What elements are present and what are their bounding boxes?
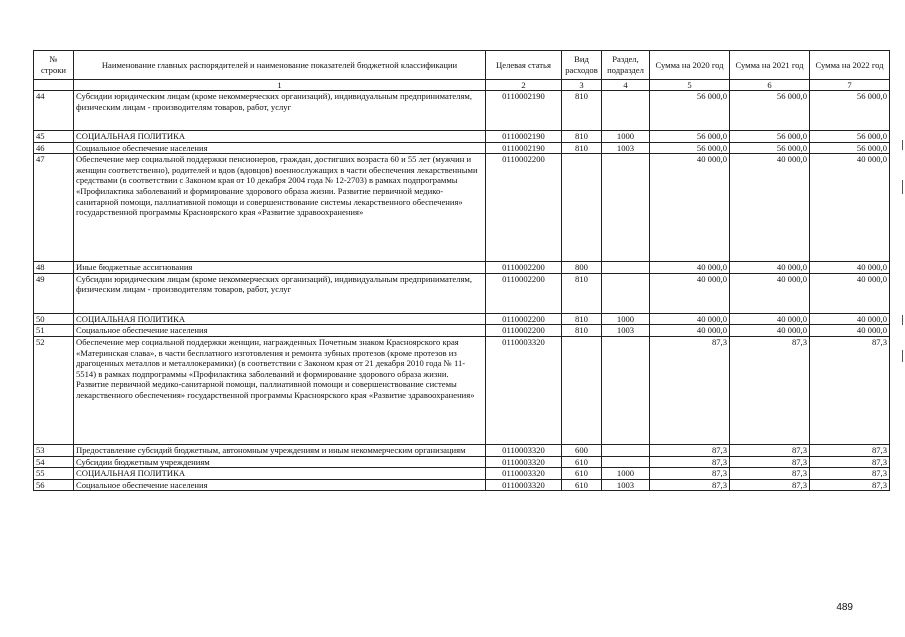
row-sum-2020: 56 000,0 — [650, 91, 730, 131]
row-section: 1003 — [602, 325, 650, 337]
row-target-article: 0110002200 — [486, 262, 562, 274]
table-row — [34, 131, 890, 143]
row-name: Предоставление субсидий бюджетным, автономным учреждениям и иным некоммерческим организациям — [74, 444, 486, 456]
column-number: 1 — [74, 80, 486, 91]
row-number: 46 — [34, 142, 74, 154]
row-name: Социальное обеспечение населения — [74, 142, 486, 154]
row-target-article: 0110003320 — [486, 336, 562, 444]
row-sum-2022: 56 000,0 — [810, 91, 890, 131]
row-section — [602, 262, 650, 274]
row-sum-2021: 87,3 — [730, 336, 810, 444]
row-sum-2022: 40 000,0 — [810, 273, 890, 313]
row-target-article: 0110002190 — [486, 131, 562, 143]
header-sum-2022: Сумма на 2022 год — [810, 51, 890, 80]
row-sum-2022: 87,3 — [810, 336, 890, 444]
row-expense-type: 600 — [562, 444, 602, 456]
row-target-article: 0110002190 — [486, 91, 562, 131]
row-expense-type: 810 — [562, 142, 602, 154]
row-name: Социальное обеспечение населения — [74, 325, 486, 337]
row-sum-2020: 56 000,0 — [650, 131, 730, 143]
row-expense-type — [562, 336, 602, 444]
row-number: 55 — [34, 468, 74, 480]
row-sum-2021: 56 000,0 — [730, 142, 810, 154]
scan-margin-mark — [902, 315, 903, 325]
row-target-article: 0110002200 — [486, 154, 562, 262]
row-target-article: 0110002200 — [486, 325, 562, 337]
header-sum-2020: Сумма на 2020 год — [650, 51, 730, 80]
row-expense-type: 810 — [562, 325, 602, 337]
row-number: 44 — [34, 91, 74, 131]
row-sum-2021: 87,3 — [730, 479, 810, 491]
row-target-article: 0110002190 — [486, 142, 562, 154]
page-number: 489 — [836, 602, 853, 613]
column-number: 5 — [650, 80, 730, 91]
column-number: 3 — [562, 80, 602, 91]
row-sum-2021: 87,3 — [730, 456, 810, 468]
row-sum-2020: 40 000,0 — [650, 313, 730, 325]
row-name: Обеспечение мер социальной поддержки пенсионеров, граждан, достигших возраста 60 и 55 лет (мужчин и женщин соответственно), родителей и вдов (вдовцов) военнослужащих в части обеспечения лекарственными средствами (в соответствии с Законом края от 10 декабря 2004 года № 12-2703) в рамках подпрограммы «Профилактика заболеваний и формирование здорового образа жизни. Развитие первичной медико-санитарной помощи, паллиативной помощи и совершенствование системы лекарственного обеспечения» государственной программы Красноярского края «Развитие здравоохранения» — [74, 154, 486, 262]
row-sum-2020: 56 000,0 — [650, 142, 730, 154]
header-target-article: Целевая статья — [486, 51, 562, 80]
row-sum-2021: 56 000,0 — [730, 91, 810, 131]
row-name: СОЦИАЛЬНАЯ ПОЛИТИКА — [74, 131, 486, 143]
row-sum-2020: 87,3 — [650, 336, 730, 444]
row-expense-type: 810 — [562, 273, 602, 313]
row-name: Субсидии бюджетным учреждениям — [74, 456, 486, 468]
table-row — [34, 91, 890, 131]
row-sum-2022: 56 000,0 — [810, 131, 890, 143]
row-number: 48 — [34, 262, 74, 274]
row-section — [602, 336, 650, 444]
row-name: Субсидии юридическим лицам (кроме некоммерческих организаций), индивидуальным предпринимателям, физическим лицам - производителям товаров, работ, услуг — [74, 273, 486, 313]
row-section — [602, 91, 650, 131]
table-row — [34, 444, 890, 456]
row-name: Иные бюджетные ассигнования — [74, 262, 486, 274]
row-section: 1000 — [602, 468, 650, 480]
row-expense-type: 610 — [562, 456, 602, 468]
row-name: СОЦИАЛЬНАЯ ПОЛИТИКА — [74, 468, 486, 480]
row-sum-2022: 40 000,0 — [810, 325, 890, 337]
row-expense-type: 810 — [562, 91, 602, 131]
row-sum-2021: 40 000,0 — [730, 313, 810, 325]
row-number: 52 — [34, 336, 74, 444]
row-sum-2021: 87,3 — [730, 444, 810, 456]
row-section — [602, 273, 650, 313]
row-section — [602, 444, 650, 456]
header-row — [34, 51, 890, 80]
row-sum-2021: 40 000,0 — [730, 273, 810, 313]
row-sum-2021: 40 000,0 — [730, 154, 810, 262]
row-target-article: 0110003320 — [486, 444, 562, 456]
column-number: 7 — [810, 80, 890, 91]
column-number: 2 — [486, 80, 562, 91]
row-section: 1000 — [602, 313, 650, 325]
row-name: Субсидии юридическим лицам (кроме некоммерческих организаций), индивидуальным предпринимателям, физическим лицам - производителям товаров, работ, услуг — [74, 91, 486, 131]
row-sum-2022: 87,3 — [810, 468, 890, 480]
row-sum-2021: 87,3 — [730, 468, 810, 480]
table-row — [34, 154, 890, 262]
row-number: 51 — [34, 325, 74, 337]
row-sum-2020: 40 000,0 — [650, 273, 730, 313]
table-row — [34, 325, 890, 337]
row-target-article: 0110003320 — [486, 456, 562, 468]
header-sum-2021: Сумма на 2021 год — [730, 51, 810, 80]
row-sum-2021: 40 000,0 — [730, 262, 810, 274]
row-sum-2020: 40 000,0 — [650, 154, 730, 262]
row-expense-type: 810 — [562, 313, 602, 325]
scan-margin-mark — [902, 180, 903, 194]
row-expense-type: 610 — [562, 479, 602, 491]
budget-table — [33, 50, 890, 491]
row-sum-2022: 40 000,0 — [810, 262, 890, 274]
column-number-row — [34, 80, 890, 91]
row-target-article: 0110003320 — [486, 479, 562, 491]
row-sum-2022: 87,3 — [810, 479, 890, 491]
table-row — [34, 456, 890, 468]
row-expense-type — [562, 154, 602, 262]
row-sum-2020: 87,3 — [650, 468, 730, 480]
row-number: 50 — [34, 313, 74, 325]
scan-margin-mark — [902, 140, 903, 150]
row-sum-2020: 87,3 — [650, 444, 730, 456]
row-section: 1003 — [602, 142, 650, 154]
row-target-article: 0110002200 — [486, 313, 562, 325]
row-name: Социальное обеспечение населения — [74, 479, 486, 491]
row-name: Обеспечение мер социальной поддержки женщин, награжденных Почетным знаком Красноярского края «Материнская слава», в части бесплатного изготовления и ремонта зубных протезов (кроме протезов из драгоценных металлов и металлокерамики) (в соответствии с Законом края от 21 декабря 2010 года № 11-5514) в рамках подпрограммы «Профилактика заболеваний и формирование здорового образа жизни. Развитие первичной медико-санитарной помощи, паллиативной помощи и совершенствование системы лекарственного обеспечения» государственной программы Красноярского края «Развитие здравоохранения» — [74, 336, 486, 444]
row-section: 1000 — [602, 131, 650, 143]
column-number: 6 — [730, 80, 810, 91]
budget-page — [33, 50, 889, 491]
table-row — [34, 468, 890, 480]
row-number: 53 — [34, 444, 74, 456]
row-sum-2020: 40 000,0 — [650, 325, 730, 337]
column-number: 4 — [602, 80, 650, 91]
row-expense-type: 610 — [562, 468, 602, 480]
row-name: СОЦИАЛЬНАЯ ПОЛИТИКА — [74, 313, 486, 325]
row-sum-2021: 40 000,0 — [730, 325, 810, 337]
row-sum-2020: 40 000,0 — [650, 262, 730, 274]
row-number: 49 — [34, 273, 74, 313]
header-expense-type: Вид расходов — [562, 51, 602, 80]
row-sum-2020: 87,3 — [650, 456, 730, 468]
table-row — [34, 273, 890, 313]
column-number-blank — [34, 80, 74, 91]
row-sum-2021: 56 000,0 — [730, 131, 810, 143]
row-target-article: 0110003320 — [486, 468, 562, 480]
table-row — [34, 142, 890, 154]
row-section: 1003 — [602, 479, 650, 491]
row-target-article: 0110002200 — [486, 273, 562, 313]
row-sum-2020: 87,3 — [650, 479, 730, 491]
table-row — [34, 336, 890, 444]
row-number: 54 — [34, 456, 74, 468]
row-expense-type: 800 — [562, 262, 602, 274]
row-number: 56 — [34, 479, 74, 491]
table-row — [34, 479, 890, 491]
scan-margin-mark — [902, 350, 903, 362]
row-sum-2022: 40 000,0 — [810, 154, 890, 262]
table-row — [34, 313, 890, 325]
header-name: Наименование главных распорядителей и наименование показателей бюджетной классификации — [74, 51, 486, 80]
row-sum-2022: 87,3 — [810, 456, 890, 468]
row-number: 45 — [34, 131, 74, 143]
header-row-number: № строки — [34, 51, 74, 80]
row-section — [602, 456, 650, 468]
header-section: Раздел, подраздел — [602, 51, 650, 80]
row-expense-type: 810 — [562, 131, 602, 143]
table-row — [34, 262, 890, 274]
row-number: 47 — [34, 154, 74, 262]
row-section — [602, 154, 650, 262]
row-sum-2022: 40 000,0 — [810, 313, 890, 325]
row-sum-2022: 87,3 — [810, 444, 890, 456]
row-sum-2022: 56 000,0 — [810, 142, 890, 154]
